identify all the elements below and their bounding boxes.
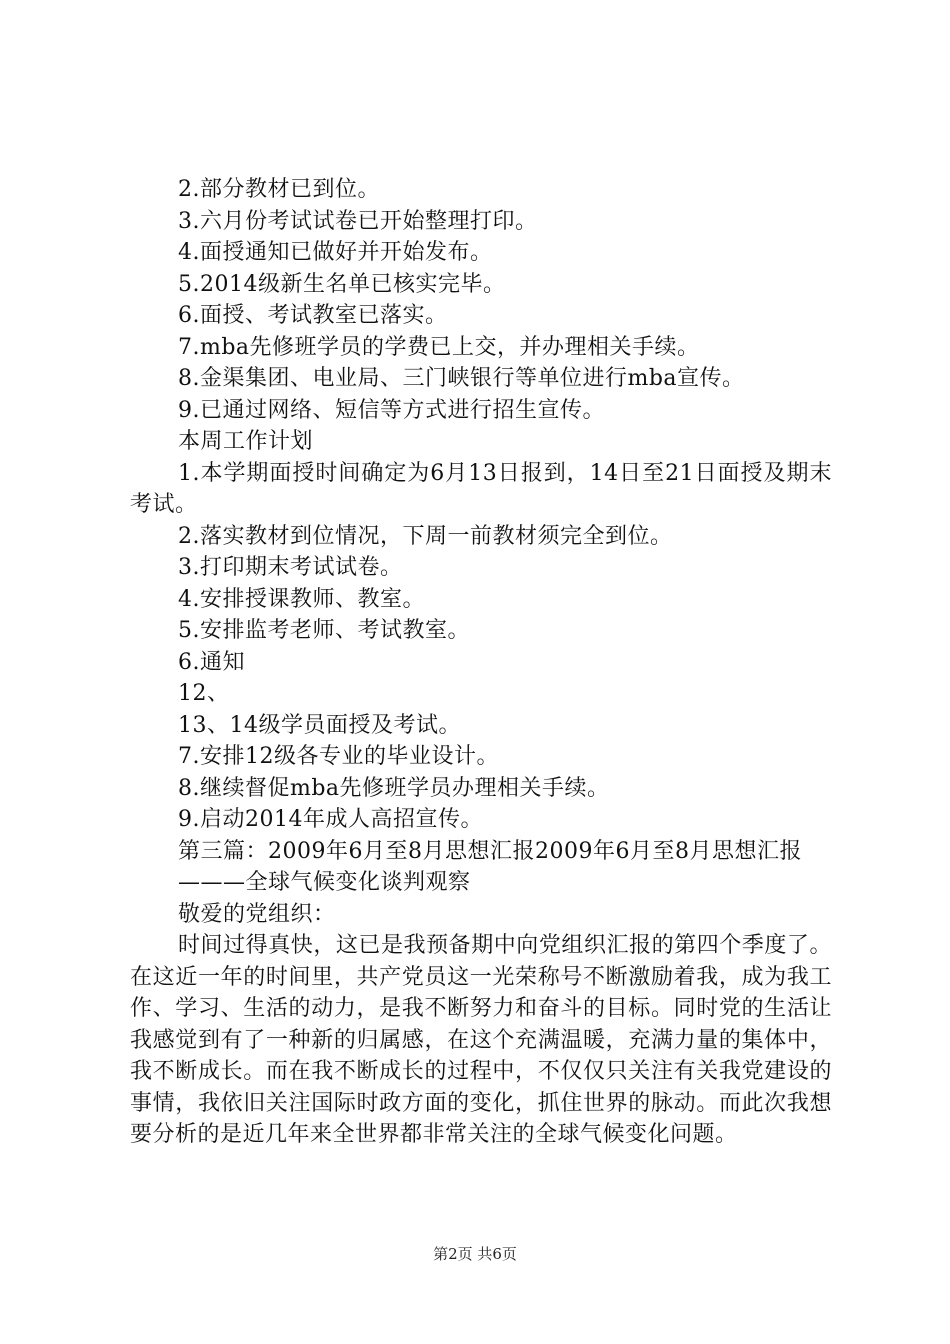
plan-item-4: 4.安排授课教师、教室。 bbox=[178, 586, 425, 612]
section-subtitle: ———全球气候变化谈判观察 bbox=[178, 870, 471, 895]
progress-item-9: 9.已通过网络、短信等方式进行招生宣传。 bbox=[178, 397, 605, 423]
plan-item-6: 6.通知 bbox=[178, 649, 245, 675]
document-body bbox=[130, 174, 832, 1151]
progress-item-6: 6.面授、考试教室已落实。 bbox=[178, 303, 448, 328]
progress-item-3: 3.六月份考试试卷已开始整理打印。 bbox=[178, 208, 538, 234]
section-title: 第三篇：2009年6月至8月思想汇报2009年6月至8月思想汇报 bbox=[178, 838, 802, 864]
progress-item-8: 8.金渠集团、电业局、三门峡银行等单位进行mba宣传。 bbox=[178, 366, 745, 391]
body-paragraph: 时间过得真快，这已是我预备期中向党组织汇报的第四个季度了。在这近一年的时间里，共产党员这一光荣称号不断激励着我，成为我工作、学习、生活的动力，是我不断努力和奋斗的目标。同时党的生活让我感觉到有了一种新的归属感，在这个充满温暖，充满力量的集体中，我不断成长。而在我不断成长的过程中，不仅仅只关注有关我党建设的事情，我依旧关注国际时政方面的变化，抓住世界的脉动。而此次我想要分析的是近几年来全世界都非常关注的全球气候变化问题。 bbox=[130, 933, 832, 1147]
weekly-plan-heading: 本周工作计划 bbox=[178, 429, 314, 454]
page-number-footer: 第2页 共6页 bbox=[433, 1245, 517, 1263]
plan-item-2: 2.落实教材到位情况，下周一前教材须完全到位。 bbox=[178, 523, 673, 549]
plan-item-9: 9.启动2014年成人高招宣传。 bbox=[178, 807, 483, 832]
progress-item-2: 2.部分教材已到位。 bbox=[178, 177, 380, 202]
salutation: 敬爱的党组织： bbox=[178, 901, 336, 927]
progress-item-4: 4.面授通知已做好并开始发布。 bbox=[178, 240, 493, 265]
plan-item-3: 3.打印期末考试试卷。 bbox=[178, 555, 403, 580]
plan-item-5: 5.安排监考老师、考试教室。 bbox=[178, 618, 470, 643]
progress-item-7: 7.mba先修班学员的学费已上交，并办理相关手续。 bbox=[178, 334, 700, 360]
plan-item-1: 1.本学期面授时间确定为6月13日报到，14日至21日面授及期末考试。 bbox=[130, 460, 832, 517]
plan-item-6-part-b: 13、14级学员面授及考试。 bbox=[178, 712, 461, 738]
plan-item-6-part-a: 12、 bbox=[178, 681, 230, 706]
plan-item-7: 7.安排12级各专业的毕业设计。 bbox=[178, 744, 499, 769]
progress-item-5: 5.2014级新生名单已核实完毕。 bbox=[178, 271, 506, 297]
plan-item-8: 8.继续督促mba先修班学员办理相关手续。 bbox=[178, 775, 610, 801]
